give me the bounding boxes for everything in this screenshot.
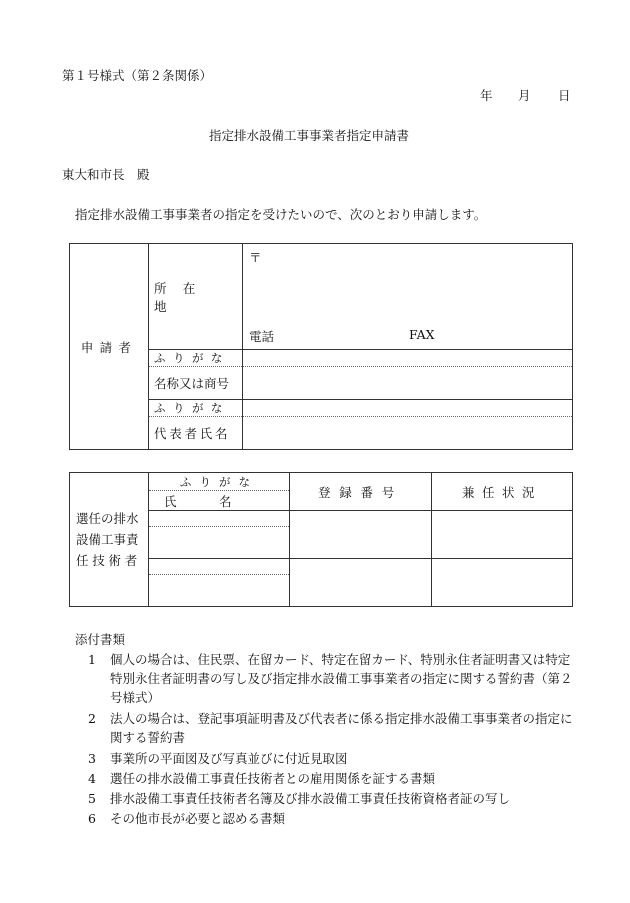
registration-value-1[interactable] <box>290 511 432 559</box>
concurrent-value-1[interactable] <box>432 511 573 559</box>
furigana-value-cell[interactable] <box>243 350 573 367</box>
attachment-item-3: 3 事業所の平面図及び写真並びに付近見取図 <box>88 751 348 766</box>
registration-header: 登録番号 <box>290 473 432 511</box>
attachment-item-1: 1 個人の場合は、住民票、在留カード、特定在留カード、特別永住者証明書又は特定特別永住者証明書の写し及び指定排水設備工事事業者の指定に関する誓約書（第２号様式） <box>88 652 573 705</box>
applicant-table <box>69 243 573 450</box>
furigana-label-cell <box>149 350 243 367</box>
furigana-label-2: ふりがな <box>154 401 230 415</box>
representative-label-cell <box>149 417 243 450</box>
tech-group-label-line3: 任技術者 <box>76 553 142 568</box>
applicant-group-label: 申請者 <box>80 339 138 355</box>
tel-label: 電話 <box>249 329 275 344</box>
furigana-label-cell-2 <box>149 400 243 417</box>
date-day-label: 日 <box>558 88 571 103</box>
tech-group-cell <box>70 473 149 607</box>
attachment-item-2: 2 法人の場合は、登記事項証明書及び代表者に係る指定排水設備工事事業者の指定に関する誓約書 <box>88 711 573 745</box>
name-label: 名称又は商号 <box>154 376 230 391</box>
attachment-item-6: 6 その他市長が必要と認める書類 <box>88 811 286 826</box>
tech-furigana-value-2[interactable] <box>149 559 290 575</box>
registration-value-2[interactable] <box>290 559 432 607</box>
tel-fax-line <box>249 327 569 345</box>
name-label-cell <box>149 367 243 400</box>
postal-mark: 〒 <box>249 250 262 265</box>
address-value-cell[interactable] <box>243 244 573 350</box>
concurrent-header: 兼任状況 <box>432 473 573 511</box>
tech-name-header: 氏名 <box>149 491 290 511</box>
representative-label: 代表者氏名 <box>154 426 231 441</box>
representative-value-cell[interactable] <box>243 417 573 450</box>
tech-group-label-line2: 設備工事責 <box>76 532 139 547</box>
tech-furigana-value-1[interactable] <box>149 511 290 527</box>
tech-group-label-line1: 選任の排水 <box>76 511 139 526</box>
applicant-group-cell <box>70 244 149 450</box>
address-label-cell <box>149 244 243 350</box>
attachments-heading: 添付書類 <box>75 632 126 647</box>
technician-table <box>69 472 573 607</box>
date-year-label: 年 <box>480 88 493 103</box>
concurrent-value-2[interactable] <box>432 559 573 607</box>
furigana-label: ふりがな <box>154 351 230 365</box>
date-month-label: 月 <box>518 88 531 103</box>
address-label: 所在地 <box>154 280 212 314</box>
document-title: 指定排水設備工事事業者指定申請書 <box>209 128 410 143</box>
form-number: 第１号様式（第２条関係） <box>62 68 213 83</box>
tech-furigana-header: ふりがな <box>149 473 290 491</box>
furigana-value-cell-2[interactable] <box>243 400 573 417</box>
addressee: 東大和市長 殿 <box>62 167 150 182</box>
attachment-item-4: 4 選任の排水設備工事責任技術者との雇用関係を証する書類 <box>88 771 436 786</box>
fax-label: FAX <box>409 327 435 342</box>
tech-name-value-2[interactable] <box>149 575 290 607</box>
intro-text: 指定排水設備工事事業者の指定を受けたいので、次のとおり申請します。 <box>75 207 487 222</box>
tech-name-value-1[interactable] <box>149 527 290 559</box>
name-value-cell[interactable] <box>243 367 573 400</box>
attachment-item-5: 5 排水設備工事責任技術者名簿及び排水設備工事責任技術資格者証の写し <box>88 791 511 806</box>
